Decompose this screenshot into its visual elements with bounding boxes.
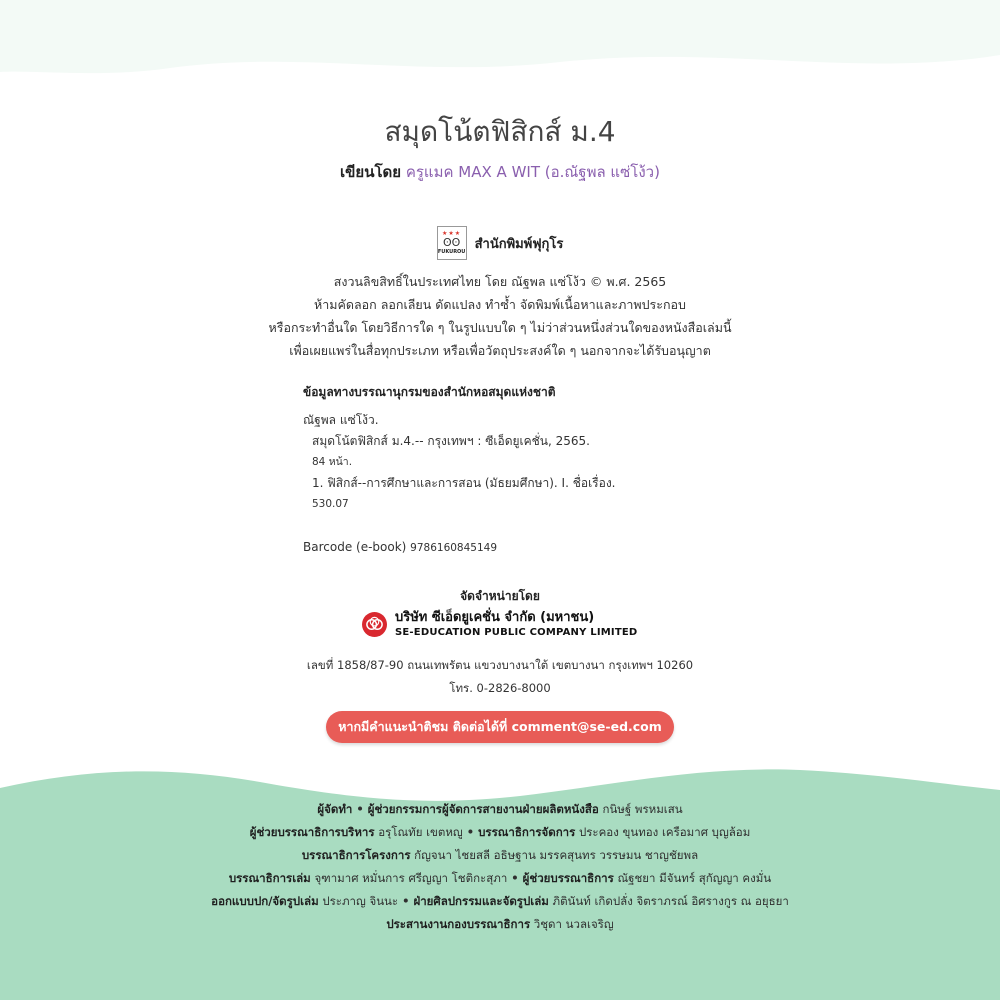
author-prefix: เขียนโดย: [340, 163, 402, 181]
book-title: สมุดโน้ตฟิสิกส์ ม.4: [384, 115, 616, 148]
publisher: [0, 226, 1000, 260]
distribution-heading: จัดจำหน่ายโดย: [460, 589, 540, 603]
cip-author: ณัฐพล แซ่โง้ว.: [303, 413, 379, 427]
top-wave-decoration: [0, 0, 1000, 95]
credits: [0, 798, 1000, 936]
cataloging-data: [303, 383, 616, 515]
copyright-notice: [0, 270, 1000, 362]
company-address: [0, 654, 1000, 700]
cip-classification: 530.07: [312, 498, 349, 510]
cip-subject: 1. ฟิสิกส์--การศึกษาและการสอน (มัธยมศึกษา). I. ชื่อเรื่อง.: [312, 476, 616, 490]
distributor: [362, 610, 637, 639]
credits-line: บรรณาธิการเล่ม จุฑามาศ หมั่นการ ศรีญญา โชติกะสุภา • ผู้ช่วยบรรณาธิการ ณัฐชยา มีจันทร์ สุกัญญา คงมั่น: [228, 871, 772, 885]
owl-icon: ★★★ ʘʘ FUKUROU: [437, 226, 467, 260]
phone-line: โทร. 0-2826-8000: [449, 681, 551, 695]
credits-line: ผู้ช่วยบรรณาธิการบริหาร อรุโณทัย เขตหญู • บรรณาธิการจัดการ ประคอง ขุนทอง เครือมาศ บุญล้อม: [249, 825, 751, 839]
author-name: ครูแมค MAX A WIT (อ.ณัฐพล แซ่โง้ว): [405, 163, 660, 181]
barcode: [303, 540, 497, 554]
credits-line: ออกแบบปก/จัดรูปเล่ม ประภาญ จินนะ • ฝ่ายศิลปกรรมและจัดรูปเล่ม ภิตินันท์ เกิดปลั่ง จิตราภรณ์ อิศรางกูร ณ อยุธยา: [211, 894, 789, 908]
cip-pages: 84 หน้า.: [312, 456, 353, 468]
copyright-line: หรือกระทำอื่นใด โดยวิธีการใด ๆ ในรูปแบบใด ๆ ไม่ว่าส่วนหนึ่งส่วนใดของหนังสือเล่มนี้: [268, 320, 732, 335]
company-name-en: SE-EDUCATION PUBLIC COMPANY LIMITED: [395, 627, 638, 638]
credits-line: บรรณาธิการโครงการ กัญจนา ไชยสลี อธิษฐาน มรรคสุนทร วรรษมน ชาญชัยพล: [301, 848, 699, 862]
copyright-line: สงวนลิขสิทธิ์ในประเทศไทย โดย ณัฐพล แซ่โง้ว © พ.ศ. 2565: [333, 274, 667, 289]
author-line: [0, 160, 1000, 184]
barcode-number: 9786160845149: [410, 542, 498, 554]
cip-title: สมุดโน้ตฟิสิกส์ ม.4.-- กรุงเทพฯ : ซีเอ็ดยูเคชั่น, 2565.: [312, 434, 590, 448]
copyright-line: ห้ามคัดลอก ลอกเลียน ดัดแปลง ทำซ้ำ จัดพิมพ์เนื้อหาและภาพประกอบ: [314, 297, 686, 312]
barcode-label: Barcode (e-book): [303, 540, 407, 554]
publisher-name: สำนักพิมพ์ฟุกุโร: [474, 236, 564, 252]
contact-email-banner[interactable]: หากมีคำแนะนำติชม ติดต่อได้ที่ comment@se-ed.com: [326, 711, 674, 743]
credits-line: ประสานงานกองบรรณาธิการ วิชุดา นวลเจริญ: [386, 917, 614, 931]
se-ed-logo-icon: [362, 612, 387, 637]
copyright-line: เพื่อเผยแพร่ในสื่อทุกประเภท หรือเพื่อวัตถุประสงค์ใด ๆ นอกจากจะได้รับอนุญาต: [289, 343, 711, 358]
company-name-th: บริษัท ซีเอ็ดยูเคชั่น จำกัด (มหาชน): [395, 610, 595, 625]
credits-line: ผู้จัดทำ • ผู้ช่วยกรรมการผู้จัดการสายงานฝ่ายผลิตหนังสือ กนิษฐ์ พรหมเสน: [317, 802, 683, 816]
cip-heading: ข้อมูลทางบรรณานุกรมของสำนักหอสมุดแห่งชาติ: [303, 385, 556, 399]
address-line: เลขที่ 1858/87-90 ถนนเทพรัตน แขวงบางนาใต้ เขตบางนา กรุงเทพฯ 10260: [306, 658, 694, 672]
